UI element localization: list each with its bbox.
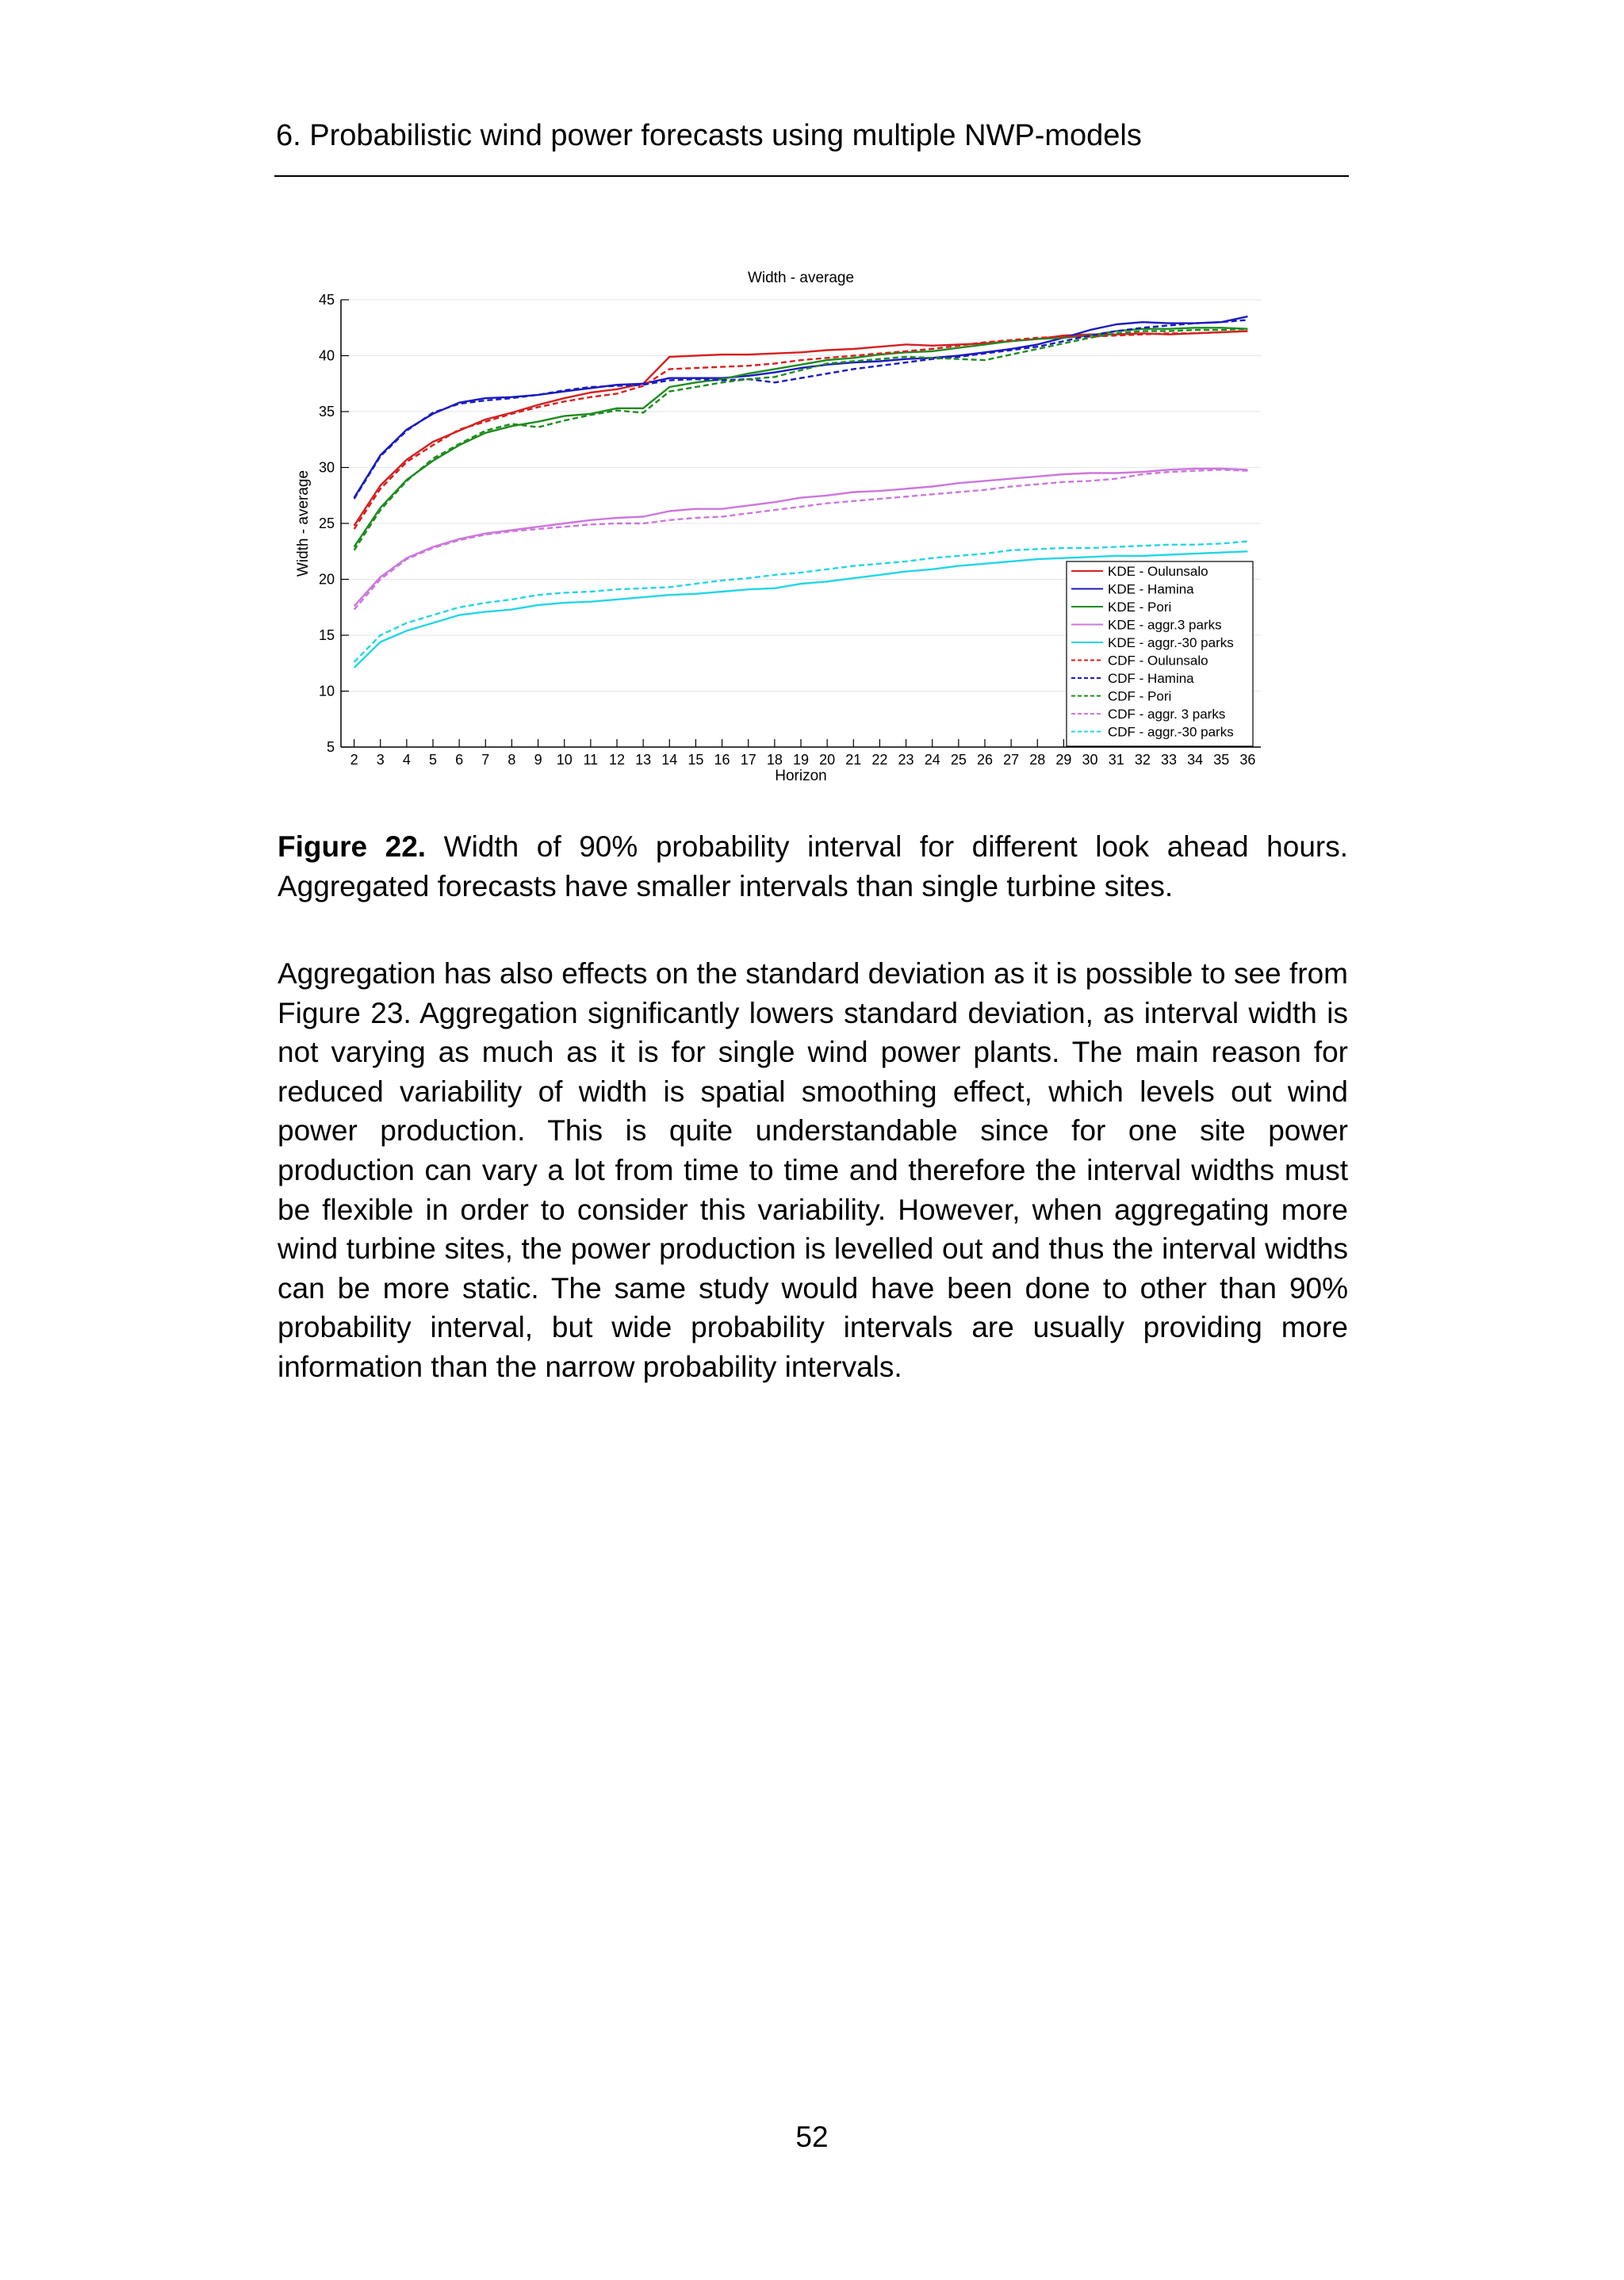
x-tick-label: 30 <box>1082 752 1098 768</box>
legend-entry-label: KDE - Hamina <box>1108 581 1194 597</box>
x-axis-label: Horizon <box>775 768 827 784</box>
x-tick-label: 14 <box>661 752 678 768</box>
x-tick-label: 24 <box>924 752 940 768</box>
x-tick-label: 27 <box>1003 752 1020 768</box>
x-tick-label: 22 <box>871 752 888 768</box>
x-tick-label: 29 <box>1055 752 1072 768</box>
y-tick-label: 10 <box>318 683 335 699</box>
legend-entry-label: KDE - Pori <box>1108 600 1172 615</box>
x-tick-label: 8 <box>508 752 516 768</box>
x-tick-label: 11 <box>583 752 599 768</box>
legend-entry-label: KDE - aggr.-30 parks <box>1108 635 1234 650</box>
x-tick-label: 2 <box>350 752 358 768</box>
figure-label: Figure 22. <box>278 830 427 863</box>
x-tick-label: 21 <box>845 752 862 768</box>
header-divider <box>274 175 1349 177</box>
x-tick-label: 9 <box>534 752 542 768</box>
x-tick-label: 13 <box>635 752 652 768</box>
y-tick-label: 15 <box>318 627 335 643</box>
x-tick-label: 31 <box>1108 752 1124 768</box>
x-tick-label: 26 <box>976 752 994 768</box>
x-tick-label: 32 <box>1134 752 1151 768</box>
x-tick-label: 6 <box>455 752 464 768</box>
series-line-1 <box>354 316 1248 497</box>
x-tick-label: 23 <box>898 752 914 768</box>
x-tick-label: 12 <box>608 752 626 768</box>
x-tick-label: 25 <box>950 752 967 768</box>
chart-legend <box>1067 561 1253 746</box>
legend-entry-label: CDF - Pori <box>1108 688 1172 704</box>
x-tick-label: 15 <box>688 752 704 768</box>
y-tick-label: 20 <box>318 571 335 588</box>
legend-entry-label: CDF - Oulunsalo <box>1108 653 1208 669</box>
legend-entry-label: CDF - Hamina <box>1108 671 1194 686</box>
x-tick-label: 20 <box>819 752 836 768</box>
x-tick-label: 17 <box>740 752 756 768</box>
series-line-7 <box>354 329 1248 550</box>
y-tick-label: 30 <box>318 459 335 476</box>
x-tick-label: 10 <box>556 752 573 768</box>
legend-entry-label: KDE - aggr.3 parks <box>1108 617 1222 633</box>
y-tick-label: 40 <box>318 347 335 364</box>
legend-entry-label: CDF - aggr.-30 parks <box>1108 724 1234 740</box>
running-header: 6. Probabilistic wind power forecasts using multiple NWP-models <box>276 119 1142 152</box>
x-tick-label: 5 <box>428 752 438 768</box>
x-tick-label: 19 <box>792 752 810 768</box>
x-tick-label: 36 <box>1239 752 1256 768</box>
y-tick-label: 35 <box>318 404 335 420</box>
page-number: 52 <box>795 2121 829 2153</box>
body-paragraph: Aggregation has also effects on the standard deviation as it is possible to see from Figure 23. Aggregation significantly lowers standard deviation, as interval width is not varying as much as it is for single wind power plants. The main reason for reduced variability of width is spatial smoothing effect, which levels out wind power production. This is quite understandable since for one site power production can vary a lot from time to time and therefore the interval widths must be flexible in order to consider this variability. However, when aggregating more wind turbine sites, the power production is levelled out and thus the interval widths can be more static. The same study would have been done to other than 90% probability interval, but wide probability intervals are usually providing more information than the narrow probability intervals. <box>278 957 1348 1383</box>
x-tick-label: 33 <box>1160 752 1178 768</box>
x-tick-label: 28 <box>1029 752 1046 768</box>
legend-entry-label: CDF - aggr. 3 parks <box>1108 707 1226 722</box>
y-tick-label: 45 <box>318 292 335 308</box>
x-tick-label: 16 <box>714 752 730 768</box>
chart-title: Width - average <box>747 270 855 286</box>
x-tick-label: 35 <box>1213 752 1230 768</box>
x-tick-label: 3 <box>376 752 385 768</box>
x-tick-label: 4 <box>402 752 411 768</box>
x-tick-label: 18 <box>766 752 783 768</box>
x-tick-label: 34 <box>1187 752 1204 768</box>
width-average-chart <box>285 262 1285 801</box>
series-line-6 <box>354 320 1248 499</box>
figure-caption <box>278 827 1348 906</box>
figure-caption-text: Width of 90% probability interval for different look ahead hours. Aggregated forecasts have smaller intervals than single turbine sites. <box>278 830 1349 902</box>
y-axis-label: Width - average <box>295 469 312 577</box>
y-tick-label: 5 <box>326 739 335 755</box>
y-tick-label: 25 <box>318 515 335 531</box>
legend-entry-label: KDE - Oulunsalo <box>1108 564 1208 579</box>
x-tick-label: 7 <box>481 752 490 768</box>
